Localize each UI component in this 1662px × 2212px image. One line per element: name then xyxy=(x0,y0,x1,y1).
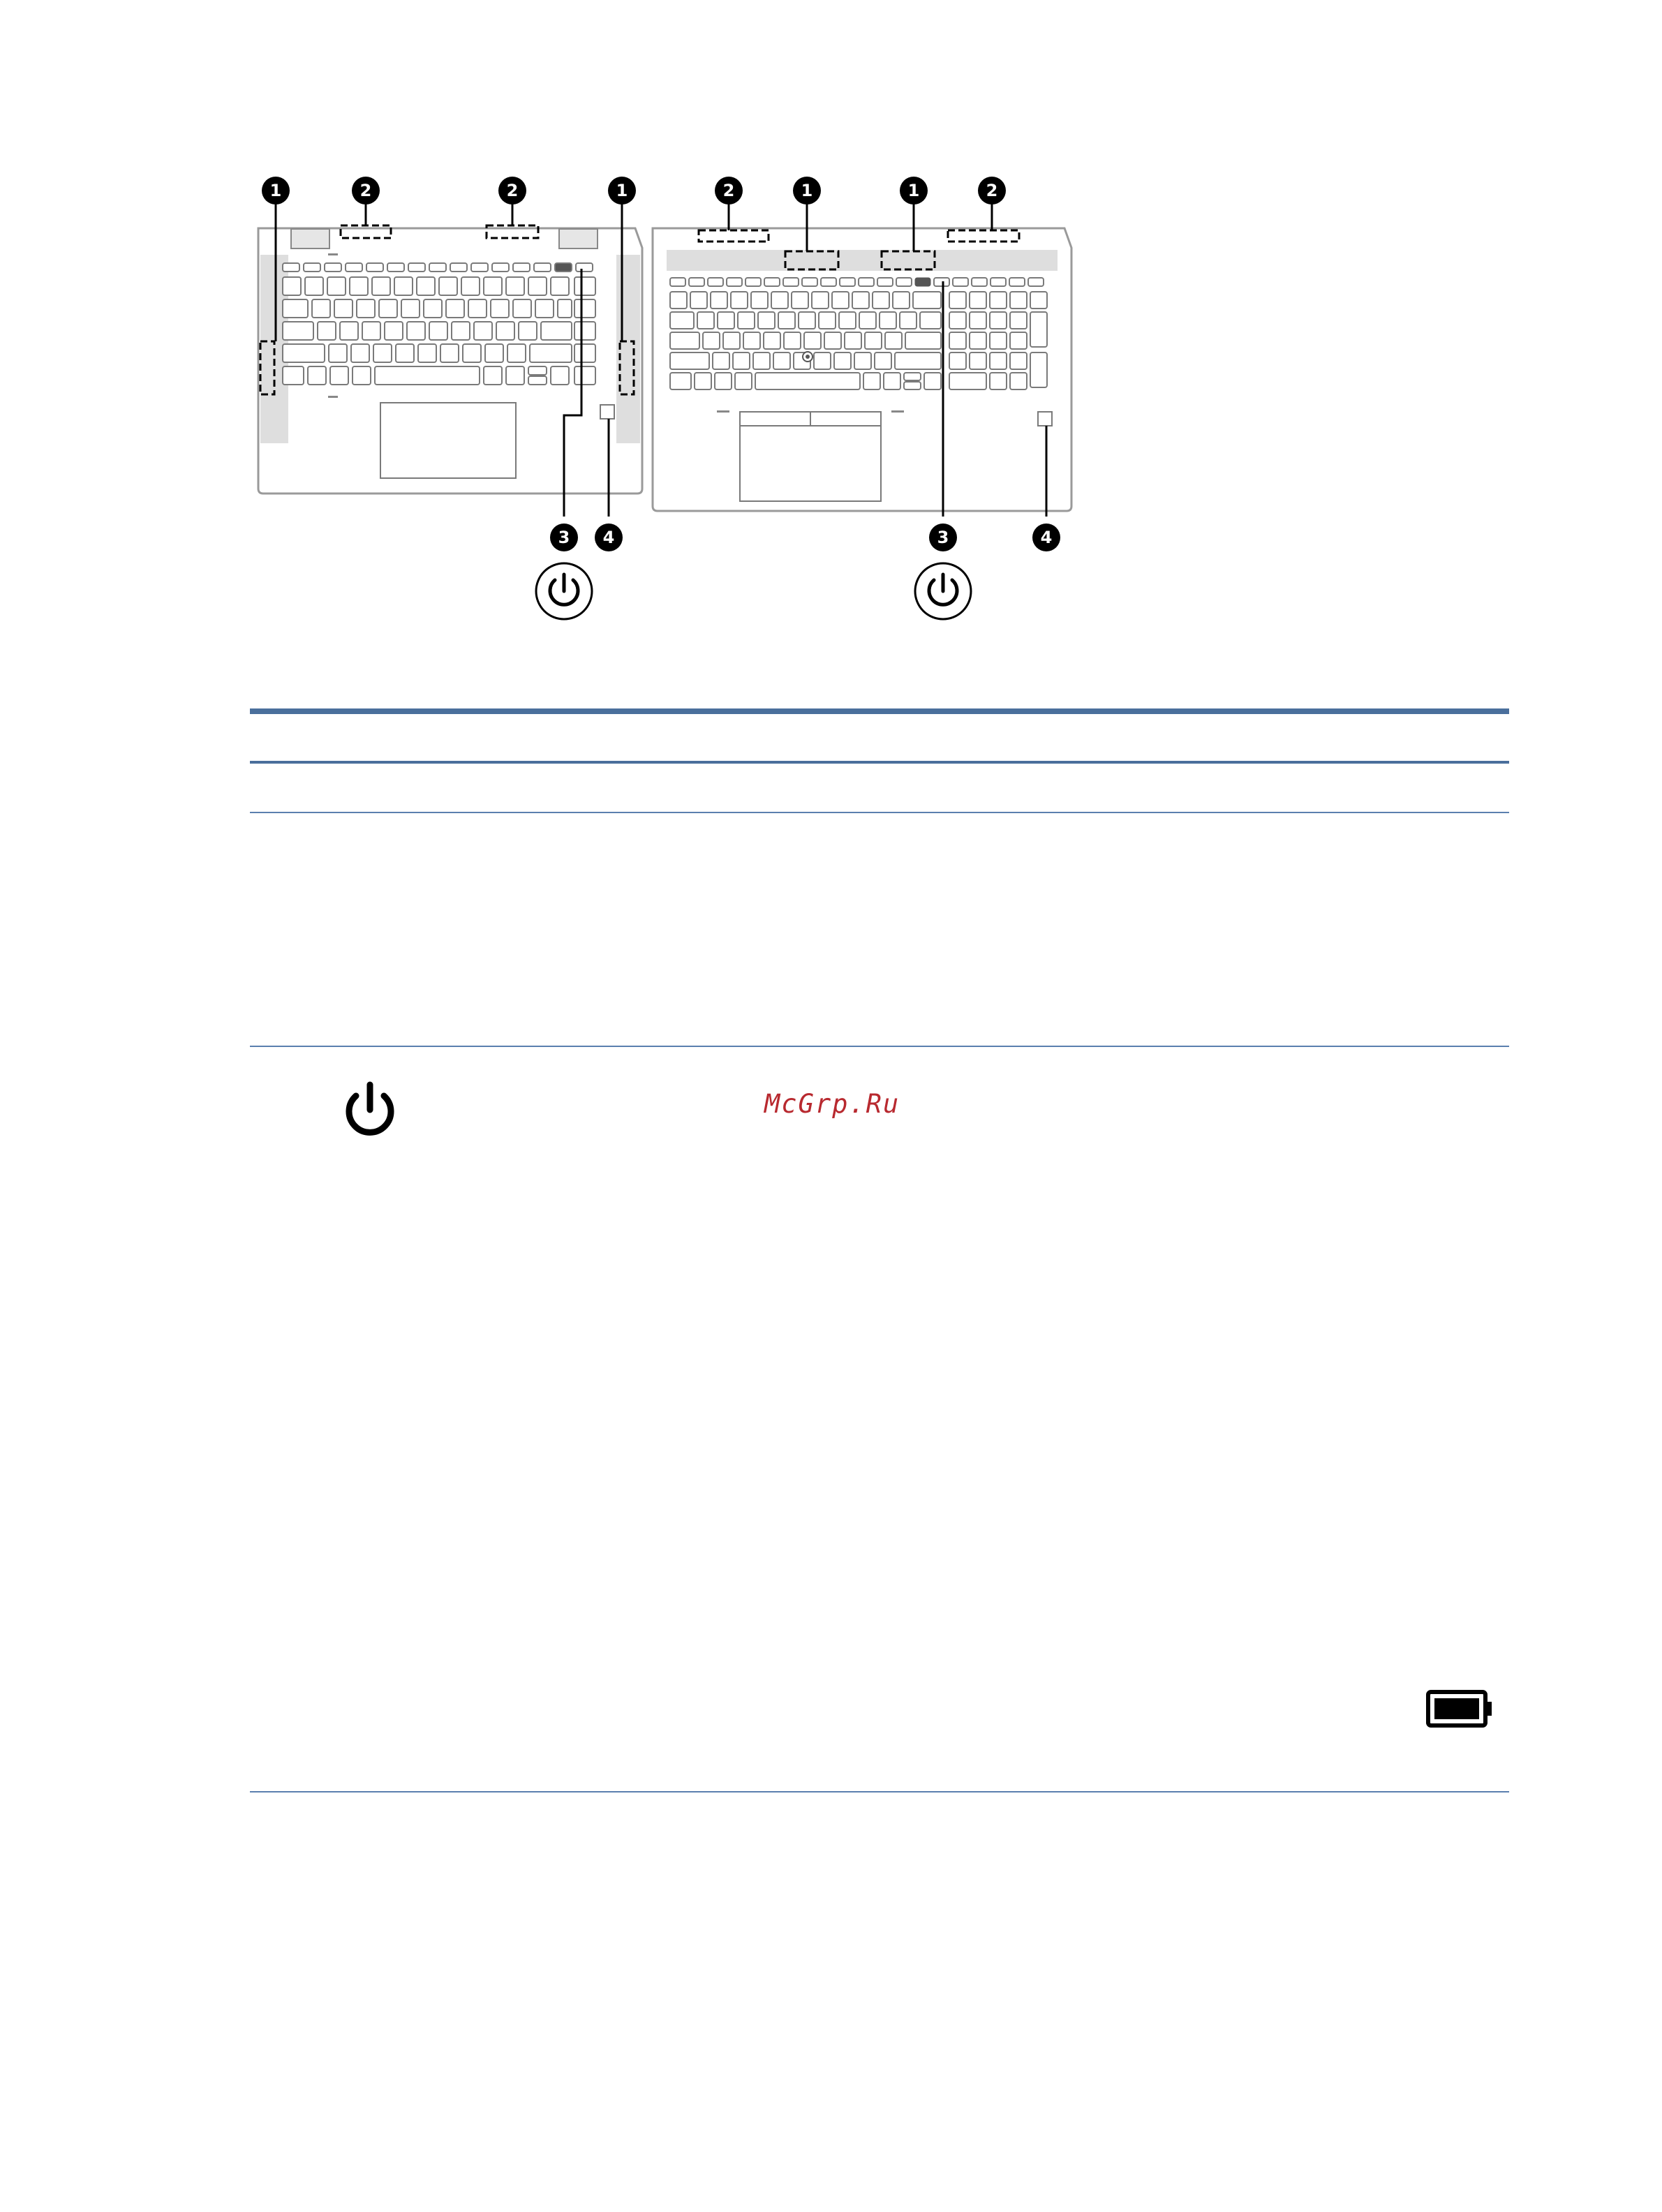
callout-4-left xyxy=(595,524,623,551)
right-laptop-illustration xyxy=(653,177,1071,619)
callout-2-left-b xyxy=(498,177,526,205)
power-icon xyxy=(915,563,971,619)
callout-3-right xyxy=(929,524,957,551)
callout-1-left-a xyxy=(262,177,290,205)
callout-2-right-b xyxy=(978,177,1006,205)
power-icon xyxy=(536,563,592,619)
callout-1-left-b xyxy=(608,177,636,205)
left-laptop-illustration xyxy=(258,177,642,619)
callout-1-right-a xyxy=(793,177,821,205)
svg-text:4: 4 xyxy=(1040,528,1053,547)
svg-text:1: 1 xyxy=(269,181,282,200)
callout-1-right-b xyxy=(900,177,928,205)
battery-icon xyxy=(1425,1688,1495,1730)
callout-3-left xyxy=(550,524,578,551)
svg-text:2: 2 xyxy=(506,181,519,200)
watermark-text: McGrp.Ru xyxy=(764,1089,900,1119)
svg-text:2: 2 xyxy=(986,181,998,200)
svg-text:1: 1 xyxy=(616,181,628,200)
svg-text:2: 2 xyxy=(359,181,372,200)
table-bottom-rule xyxy=(250,1791,1509,1792)
power-icon xyxy=(335,1075,405,1145)
keyboard-area-illustration xyxy=(248,164,1085,667)
svg-text:4: 4 xyxy=(602,528,615,547)
svg-text:1: 1 xyxy=(907,181,920,200)
table-top-rule xyxy=(250,708,1509,714)
table-header-rule xyxy=(250,761,1509,764)
callout-2-left-a xyxy=(352,177,380,205)
svg-text:2: 2 xyxy=(722,181,735,200)
svg-text:1: 1 xyxy=(801,181,813,200)
table-row-divider xyxy=(250,812,1509,813)
svg-text:3: 3 xyxy=(558,528,570,547)
callout-4-right xyxy=(1032,524,1060,551)
callout-2-right-a xyxy=(715,177,743,205)
svg-text:3: 3 xyxy=(937,528,949,547)
table-row-divider xyxy=(250,1046,1509,1047)
